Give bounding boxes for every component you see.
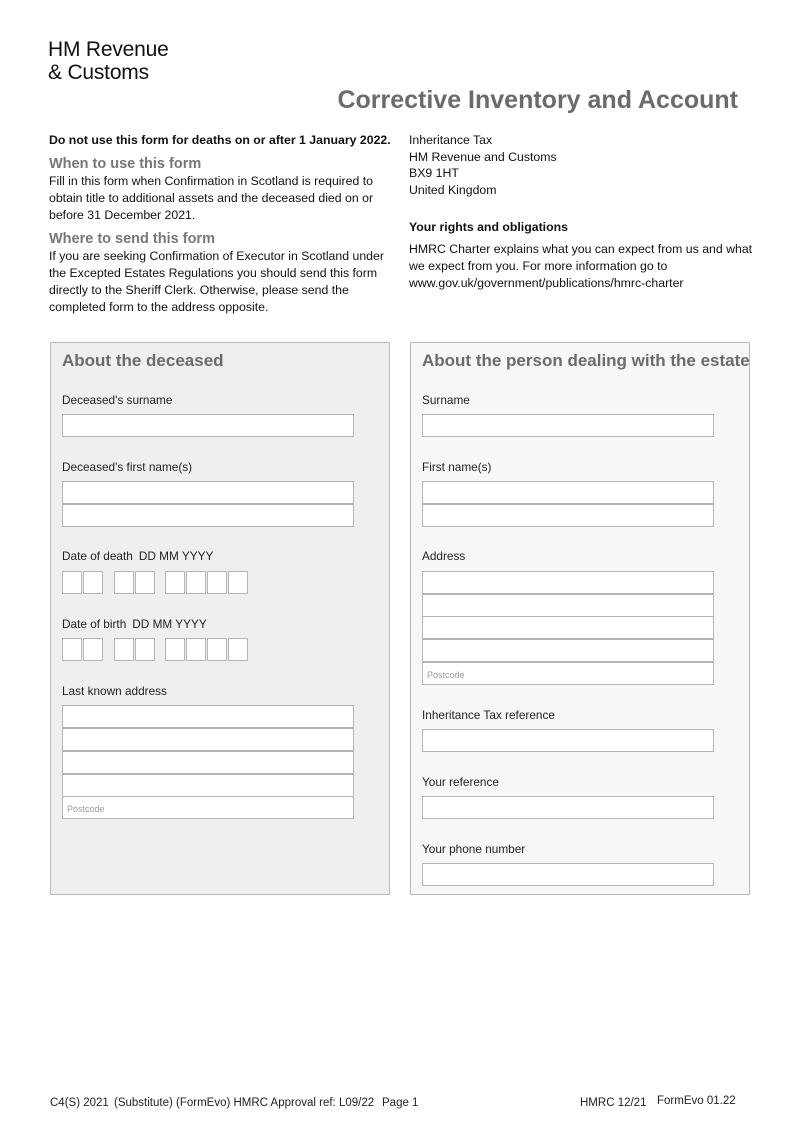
date-of-birth-label-text: Date of birth <box>62 617 127 631</box>
where-heading: Where to send this form <box>49 231 215 247</box>
date-of-death-year-digit[interactable] <box>207 571 227 594</box>
footer-page-number: Page 1 <box>382 1097 419 1109</box>
deceased-surname-field[interactable] <box>62 414 354 437</box>
deceased-panel-title: About the deceased <box>62 351 224 370</box>
date-of-birth-year-digit[interactable] <box>207 638 227 661</box>
when-heading: When to use this form <box>49 156 202 172</box>
person-surname-field[interactable] <box>422 414 714 437</box>
logo-line-2: & Customs <box>48 61 149 84</box>
hmrc-logo <box>48 38 169 84</box>
last-known-address-line-4[interactable] <box>62 774 354 797</box>
last-known-address-line-1[interactable] <box>62 705 354 728</box>
deceased-panel <box>50 342 390 895</box>
date-of-death-month-digit[interactable] <box>135 571 155 594</box>
person-postcode-field[interactable]: Postcode <box>422 662 714 685</box>
person-first-names-field-1[interactable] <box>422 481 714 504</box>
footer-hmrc-date: HMRC 12/21 <box>580 1097 647 1109</box>
address-line: HM Revenue and Customs <box>409 149 557 164</box>
date-of-birth-day-digit[interactable] <box>83 638 103 661</box>
date-of-death-day-digit[interactable] <box>62 571 82 594</box>
date-of-death-day-digit[interactable] <box>83 571 103 594</box>
address-line: BX9 1HT <box>409 166 459 180</box>
footer-form-ref: C4(S) 2021 <box>50 1097 109 1109</box>
person-first-names-field-2[interactable] <box>422 504 714 527</box>
phone-number-field[interactable] <box>422 863 714 886</box>
date-of-death-month-digit[interactable] <box>114 571 134 594</box>
date-of-birth-label <box>62 617 207 631</box>
date-of-birth-month-digit[interactable] <box>114 638 134 661</box>
person-address-line-3[interactable] <box>422 616 714 639</box>
logo-line-1: HM Revenue <box>48 38 169 61</box>
where-text: If you are seeking Confirmation of Executor in Scotland under the Excepted Estates Regulations you should send this form directly to the Sheriff Clerk. Otherwise, please send the completed form to the address opposite. <box>49 249 384 314</box>
date-format-hint: DD MM YYYY <box>132 617 207 631</box>
intro-section <box>49 132 394 319</box>
date-of-birth-day-digit[interactable] <box>62 638 82 661</box>
date-format-hint: DD MM YYYY <box>138 549 214 563</box>
person-address-line-2[interactable] <box>422 594 714 617</box>
person-address-line-4[interactable] <box>422 639 714 662</box>
deceased-first-names-field-1[interactable] <box>62 481 354 504</box>
last-known-address-line-3[interactable] <box>62 751 354 774</box>
person-first-names-label: First name(s) <box>422 460 492 474</box>
phone-number-label: Your phone number <box>422 842 526 856</box>
person-address-line-1[interactable] <box>422 571 714 594</box>
date-of-death-year-digit[interactable] <box>165 571 185 594</box>
your-reference-label: Your reference <box>422 775 499 789</box>
postal-address <box>409 132 749 198</box>
footer-approval: (Substitute) (FormEvo) HMRC Approval ref: L09/22 <box>114 1097 375 1109</box>
form-title: Corrective Inventory and Account <box>337 86 738 114</box>
date-of-birth-year-digit[interactable] <box>165 638 185 661</box>
warning-text: Do not use this form for deaths on or after 1 January 2022. <box>49 133 391 147</box>
your-reference-field[interactable] <box>422 796 714 819</box>
when-text: Fill in this form when Confirmation in Scotland is required to obtain title to additional assets and the deceased died on or before 31 December 2021. <box>49 174 374 222</box>
footer-version: FormEvo 01.22 <box>657 1095 736 1107</box>
person-panel-title: About the person dealing with the estate <box>422 351 750 370</box>
date-of-death-year-digit[interactable] <box>186 571 206 594</box>
date-of-death-year-digit[interactable] <box>228 571 248 594</box>
last-known-address-label: Last known address <box>62 684 167 698</box>
iht-reference-field[interactable] <box>422 729 714 752</box>
deceased-first-names-label: Deceased's first name(s) <box>62 460 193 474</box>
deceased-first-names-field-2[interactable] <box>62 504 354 527</box>
date-of-birth-year-digit[interactable] <box>186 638 206 661</box>
date-of-birth-year-digit[interactable] <box>228 638 248 661</box>
date-of-death-label <box>62 549 213 563</box>
rights-heading: Your rights and obligations <box>409 220 568 234</box>
address-line: United Kingdom <box>409 182 497 197</box>
address-line: Inheritance Tax <box>409 133 493 147</box>
date-of-birth-month-digit[interactable] <box>135 638 155 661</box>
last-known-address-line-2[interactable] <box>62 728 354 751</box>
deceased-postcode-field[interactable]: Postcode <box>62 796 354 819</box>
date-of-death-label-text: Date of death <box>62 549 133 563</box>
person-surname-label: Surname <box>422 393 470 407</box>
person-address-label: Address <box>422 549 466 563</box>
person-panel <box>410 342 750 895</box>
deceased-surname-label: Deceased's surname <box>62 393 173 407</box>
rights-text: HMRC Charter explains what you can expect from us and what we expect from you. For more information go to www.gov.uk/government/publications/hmrc-charter <box>409 242 753 290</box>
iht-reference-label: Inheritance Tax reference <box>422 708 555 722</box>
